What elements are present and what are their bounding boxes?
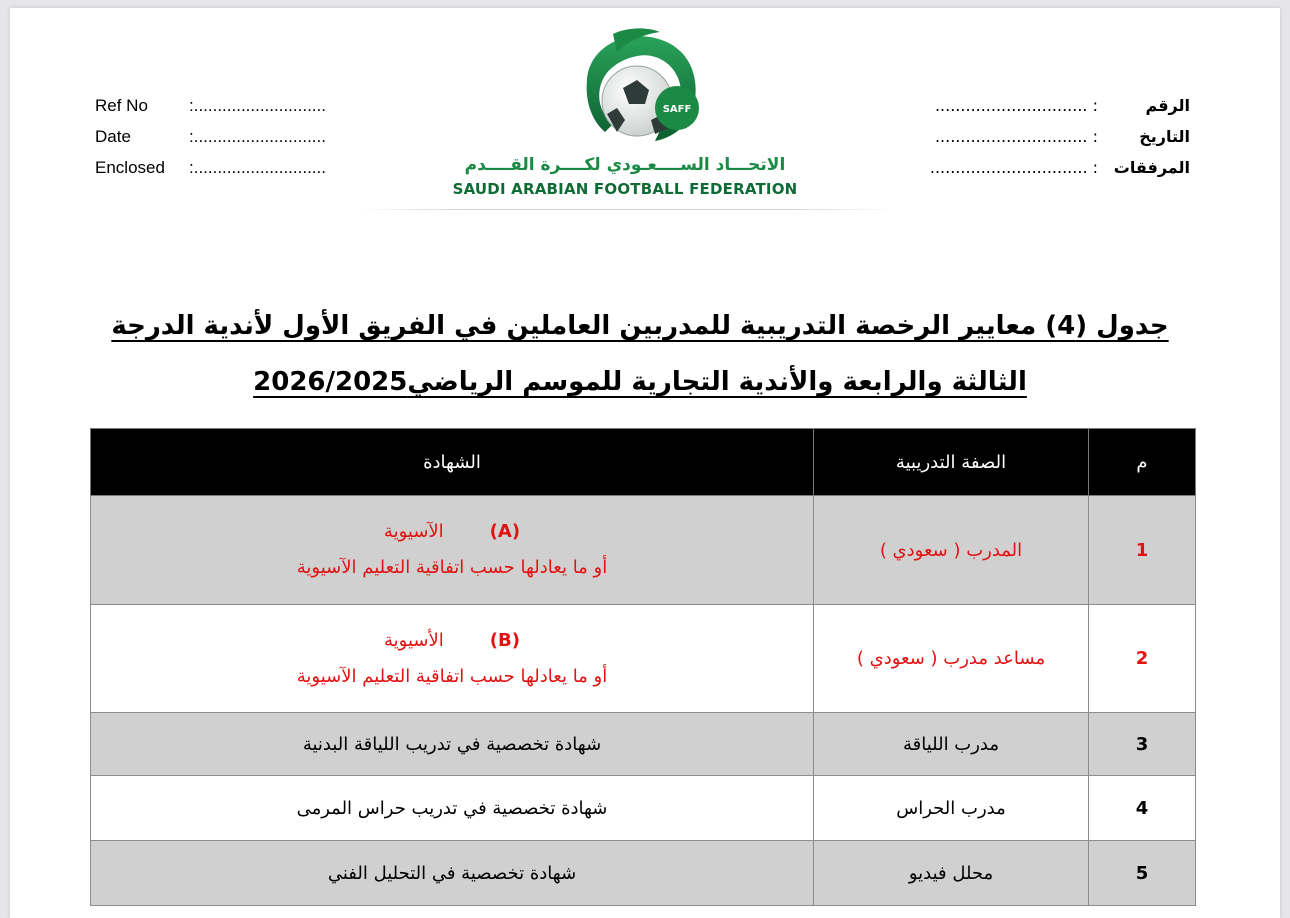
table-header-row: [91, 429, 1196, 496]
row-role: محلل فيديو: [814, 841, 1089, 906]
certificate-type: الآسيوية: [383, 521, 444, 542]
row-certificate: شهادة تخصصية في تدريب حراس المرمى: [91, 776, 814, 841]
enclosed-label: Enclosed: [95, 157, 165, 177]
row-certificate: [91, 605, 814, 713]
arabic-date-row: [930, 121, 1190, 152]
row-role: المدرب ( سعودي ): [814, 496, 1089, 605]
row-certificate: شهادة تخصصية في تدريب اللياقة البدنية: [91, 713, 814, 776]
level-badge: (B): [489, 629, 520, 651]
row-num: 3: [1089, 713, 1196, 776]
arabic-date-label: التاريخ: [1139, 127, 1190, 146]
logo-badge-text: SAFF: [662, 104, 692, 115]
row-role: مساعد مدرب ( سعودي ): [814, 605, 1089, 713]
table-row: [91, 841, 1196, 906]
date-label: Date: [95, 126, 131, 146]
number-label: الرقم: [1145, 96, 1190, 115]
title-line-2: الثالثة والرابعة والأندية التجارية للموسم الرياضي2026/2025: [253, 367, 1027, 397]
row-num: 5: [1089, 841, 1196, 906]
logo-arabic-name: الاتحـــاد الســــعـودي لكــــرة القــــدم: [464, 155, 786, 175]
number-value: : ..............................: [934, 96, 1098, 115]
table-row: [91, 496, 1196, 605]
table-row: [91, 776, 1196, 841]
saff-emblem-icon: [355, 28, 895, 153]
header-num: م: [1089, 429, 1196, 496]
title-line-1: جدول (4) معايير الرخصة التدريبية للمدربين العاملين في الفريق الأول لأندية الدرجة: [111, 311, 1169, 341]
table-row: [91, 713, 1196, 776]
certificate-type: الأسيوية: [384, 629, 444, 651]
header-divider: [355, 209, 895, 210]
certificate-level-line: [92, 514, 812, 550]
header-left-fields: [95, 90, 326, 183]
header-right-fields: [930, 90, 1190, 183]
header-role: الصفة التدريبية: [814, 429, 1089, 496]
enclosed-value: :............................: [189, 157, 326, 177]
attachments-label: المرفقات: [1113, 158, 1190, 177]
criteria-table: [90, 428, 1196, 906]
number-row: [930, 90, 1190, 121]
certificate-equivalence: أو ما يعادلها حسب اتفاقية التعليم الآسيوية: [296, 557, 608, 578]
row-role: مدرب الحراس: [814, 776, 1089, 841]
table-row: [91, 605, 1196, 713]
row-num: 2: [1089, 605, 1196, 713]
document-page: [10, 8, 1280, 918]
date-row: [95, 121, 326, 152]
saff-logo: [355, 28, 895, 208]
level-badge: (A): [489, 521, 521, 542]
header-certificate: الشهادة: [91, 429, 814, 496]
attachments-value: : ...............................: [929, 158, 1098, 177]
certificate-equivalence: أو ما يعادلها حسب اتفاقية التعليم الآسيوية: [296, 665, 608, 687]
row-certificate: [91, 496, 814, 605]
logo-english-name: SAUDI ARABIAN FOOTBALL FEDERATION: [452, 180, 798, 198]
date-value: :............................: [189, 126, 326, 146]
ref-no-label: Ref No: [95, 95, 148, 115]
ref-no-row: [95, 90, 326, 121]
row-certificate: شهادة تخصصية في التحليل الفني: [91, 841, 814, 906]
arabic-date-value: : ..............................: [934, 127, 1098, 146]
ref-no-value: :............................: [189, 95, 326, 115]
row-role: مدرب اللياقة: [814, 713, 1089, 776]
certificate-level-line: [92, 623, 812, 659]
row-num: 1: [1089, 496, 1196, 605]
attachments-row: [930, 152, 1190, 183]
enclosed-row: [95, 152, 326, 183]
row-num: 4: [1089, 776, 1196, 841]
document-title: [110, 298, 1170, 410]
